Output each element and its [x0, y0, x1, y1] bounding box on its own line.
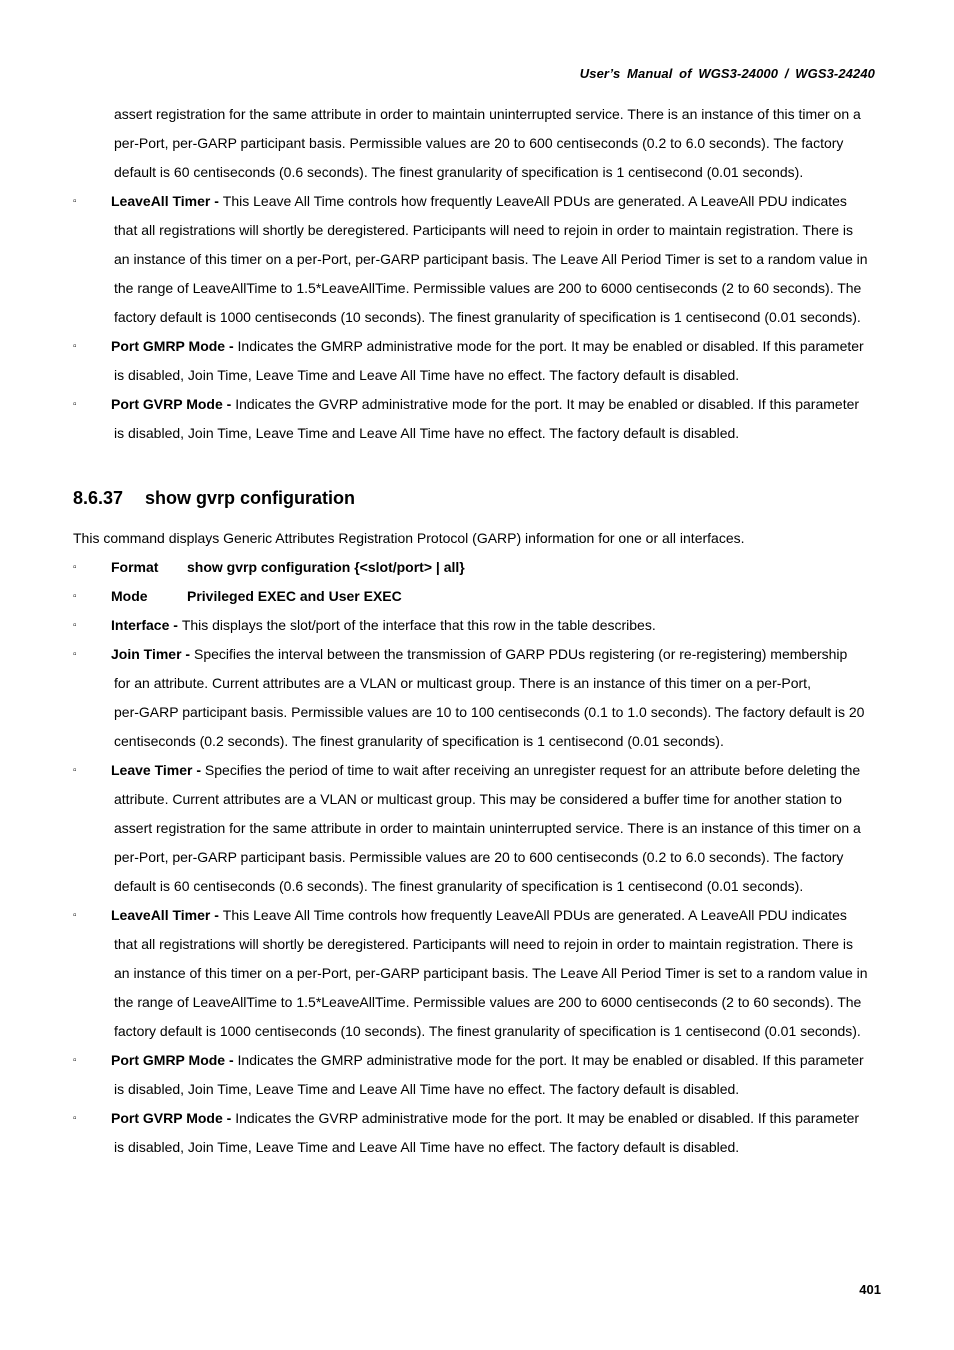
item-term: Port GMRP Mode - [111, 338, 238, 354]
item-term: Port GVRP Mode - [111, 396, 236, 412]
text-line: is disabled, Join Time, Leave Time and Leave All Time have no effect. The factory default is disabled. [114, 1081, 740, 1097]
mode-label: Mode [111, 588, 148, 604]
item-term: Join Timer - [111, 646, 194, 662]
text-line: Indicates the GMRP administrative mode for the port. It may be enabled or disabled. If this parameter [237, 1052, 864, 1068]
item-term: Interface - [111, 617, 182, 633]
text-line: an instance of this timer on a per-Port, per-GARP participant basis. The Leave All Period Timer is set to a random value in [114, 965, 868, 981]
text-line: per-Port, per-GARP participant basis. Permissible values are 20 to 600 centiseconds (0.2 to 6.0 seconds). The factory [114, 135, 844, 151]
section-heading [73, 486, 883, 510]
text-line: Indicates the GVRP administrative mode for the port. It may be enabled or disabled. If this parameter [235, 396, 860, 412]
text-line: the range of LeaveAllTime to 1.5*LeaveAllTime. Permissible values are 200 to 6000 centiseconds (2 to 60 seconds). The [114, 994, 862, 1010]
continuation-paragraph [73, 100, 883, 187]
list-item [73, 1046, 883, 1104]
bullet-icon: ▫ [73, 562, 77, 573]
list-item [73, 1104, 883, 1162]
list-item [73, 756, 883, 901]
list-item [73, 901, 883, 1046]
section-intro: This command displays Generic Attributes Registration Protocol (GARP) information for one or all interfaces. [73, 530, 745, 546]
text-line: is disabled, Join Time, Leave Time and Leave All Time have no effect. The factory default is disabled. [114, 1139, 740, 1155]
text-line: assert registration for the same attribute in order to maintain uninterrupted service. There is an instance of this timer on a [114, 820, 861, 836]
format-label: Format [111, 559, 159, 575]
top-list [73, 187, 883, 448]
section-list [73, 553, 883, 1162]
format-row [73, 553, 883, 582]
text-line: attribute. Current attributes are a VLAN or multicast group. This may be considered a buffer time for another station to [114, 791, 842, 807]
list-item [73, 611, 883, 640]
format-value: show gvrp configuration {<slot/port> | all} [187, 559, 465, 575]
text-line: factory default is 1000 centiseconds (10 seconds). The finest granularity of specification is 1 centisecond (0.01 seconds). [114, 1023, 861, 1039]
text-line: Specifies the interval between the transmission of GARP PDUs registering (or re-registering) membership [193, 646, 848, 662]
text-line: is disabled, Join Time, Leave Time and Leave All Time have no effect. The factory default is disabled. [114, 425, 740, 441]
page-content [73, 100, 883, 1162]
page-number: 401 [859, 1282, 881, 1297]
bullet-icon: ▫ [73, 341, 77, 352]
bullet-icon: ▫ [73, 649, 77, 660]
text-line: Specifies the period of time to wait after receiving an unregister request for an attribute before deleting the [204, 762, 861, 778]
bullet-icon: ▫ [73, 1055, 77, 1066]
item-term: Leave Timer - [111, 762, 205, 778]
list-item [73, 187, 883, 332]
page-header: User’s Manual of WGS3-24000 / WGS3-24240 [579, 66, 875, 81]
text-line: Indicates the GVRP administrative mode for the port. It may be enabled or disabled. If this parameter [235, 1110, 860, 1126]
bullet-icon: ▫ [73, 1113, 77, 1124]
bullet-icon: ▫ [73, 399, 77, 410]
text-line: This Leave All Time controls how frequently LeaveAll PDUs are generated. A LeaveAll PDU indicates [222, 907, 847, 923]
text-line: This displays the slot/port of the interface that this row in the table describes. [181, 617, 656, 633]
section-title: show gvrp configuration [145, 488, 355, 508]
text-line: for an attribute. Current attributes are a VLAN or multicast group. There is an instance of this timer on a per-Port, [114, 675, 811, 691]
item-term: LeaveAll Timer - [111, 907, 223, 923]
text-line: default is 60 centiseconds (0.6 seconds). The finest granularity of specification is 1 centisecond (0.01 seconds). [114, 164, 804, 180]
bullet-icon: ▫ [73, 196, 77, 207]
text-line: the range of LeaveAllTime to 1.5*LeaveAllTime. Permissible values are 200 to 6000 centiseconds (2 to 60 seconds). The [114, 280, 862, 296]
text-line: per-GARP participant basis. Permissible values are 10 to 100 centiseconds (0.1 to 1.0 seconds). The factory default is 20 [114, 704, 865, 720]
text-line: Indicates the GMRP administrative mode for the port. It may be enabled or disabled. If this parameter [237, 338, 864, 354]
list-item [73, 390, 883, 448]
section-number: 8.6.37 [73, 488, 124, 508]
list-item [73, 640, 883, 756]
bullet-icon: ▫ [73, 591, 77, 602]
text-line: is disabled, Join Time, Leave Time and Leave All Time have no effect. The factory default is disabled. [114, 367, 740, 383]
list-item [73, 332, 883, 390]
text-line: that all registrations will shortly be deregistered. Participants will need to rejoin in order to maintain registration. There is [114, 222, 853, 238]
bullet-icon: ▫ [73, 910, 77, 921]
text-line: This Leave All Time controls how frequently LeaveAll PDUs are generated. A LeaveAll PDU indicates [222, 193, 847, 209]
mode-value: Privileged EXEC and User EXEC [187, 588, 402, 604]
item-term: LeaveAll Timer - [111, 193, 223, 209]
text-line: default is 60 centiseconds (0.6 seconds). The finest granularity of specification is 1 centisecond (0.01 seconds). [114, 878, 804, 894]
text-line: per-Port, per-GARP participant basis. Permissible values are 20 to 600 centiseconds (0.2 to 6.0 seconds). The factory [114, 849, 844, 865]
bullet-icon: ▫ [73, 620, 77, 631]
text-line: centiseconds (0.2 seconds). The finest granularity of specification is 1 centisecond (0.01 seconds). [114, 733, 724, 749]
text-line: assert registration for the same attribute in order to maintain uninterrupted service. There is an instance of this timer on a [114, 106, 861, 122]
mode-row [73, 582, 883, 611]
text-line: factory default is 1000 centiseconds (10 seconds). The finest granularity of specification is 1 centisecond (0.01 seconds). [114, 309, 861, 325]
item-term: Port GMRP Mode - [111, 1052, 238, 1068]
text-line: that all registrations will shortly be deregistered. Participants will need to rejoin in order to maintain registration. There is [114, 936, 853, 952]
bullet-icon: ▫ [73, 765, 77, 776]
text-line: an instance of this timer on a per-Port, per-GARP participant basis. The Leave All Period Timer is set to a random value in [114, 251, 868, 267]
item-term: Port GVRP Mode - [111, 1110, 236, 1126]
